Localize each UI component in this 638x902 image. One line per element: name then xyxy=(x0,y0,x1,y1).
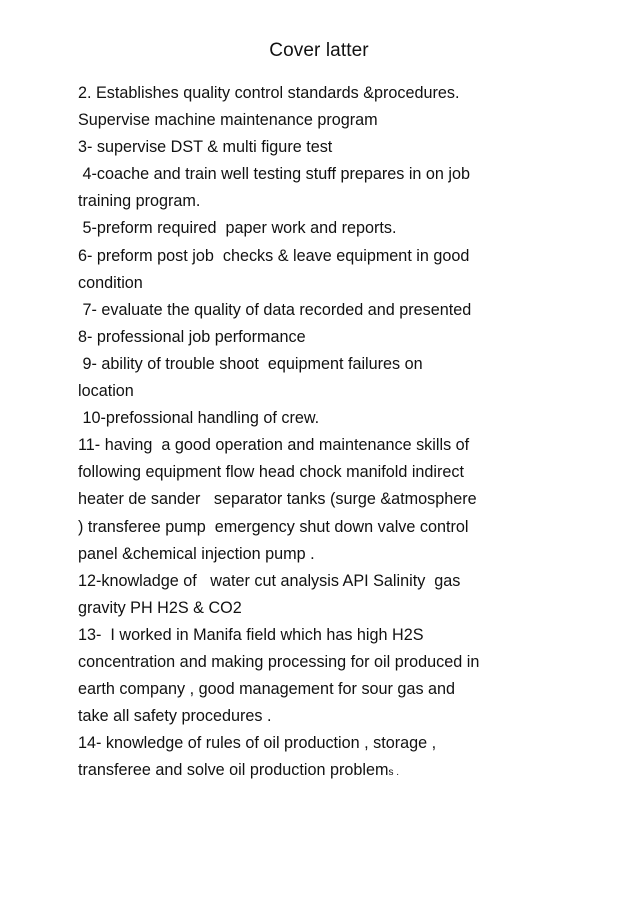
text-line: earth company , good management for sour gas and xyxy=(78,680,456,699)
text-line: 9- ability of trouble shoot equipment failures on xyxy=(78,354,423,373)
text-line: heater de sander separator tanks (surge &atmosphere xyxy=(78,490,477,509)
text-line: 11- having a good operation and maintenance skills of xyxy=(78,436,470,455)
text-line: following equipment flow head chock manifold indirect xyxy=(78,463,465,482)
text-line: panel &chemical injection pump . xyxy=(78,544,315,563)
text-line: take all safety procedures . xyxy=(78,707,272,726)
text-line: training program. xyxy=(78,192,201,211)
text-line: 2. Establishes quality control standards &procedures. xyxy=(78,84,460,102)
text-line: 8- professional job performance xyxy=(78,327,306,346)
text-line: 6- preform post job checks & leave equipment in good xyxy=(78,246,470,265)
text-line: 5-preform required paper work and reports. xyxy=(78,219,397,238)
text-line: location xyxy=(78,382,134,401)
text-line: 12-knowladge of water cut analysis API Salinity gas xyxy=(78,571,461,590)
text-line: gravity PH H2S & CO2 xyxy=(78,598,242,617)
text-line: Supervise machine maintenance program xyxy=(78,111,378,130)
text-line: 13- I worked in Manifa field which has high H2S xyxy=(78,625,424,644)
text-line: ) transferee pump emergency shut down valve control xyxy=(78,517,469,536)
text-line: 10-prefossional handling of crew. xyxy=(78,409,320,428)
text-line: 3- supervise DST & multi figure test xyxy=(78,138,333,157)
last-text-line xyxy=(78,757,578,786)
last-line-main: transferee and solve oil production problem xyxy=(78,761,389,780)
text-line: 4-coache and train well testing stuff prepares in on job xyxy=(78,165,471,184)
document-body xyxy=(78,80,578,786)
last-line-tail: s . xyxy=(388,767,400,779)
page-title: Cover latter xyxy=(269,40,369,61)
text-line: concentration and making processing for oil produced in xyxy=(78,652,480,671)
text-line: 7- evaluate the quality of data recorded and presented xyxy=(78,300,472,319)
text-line: condition xyxy=(78,273,143,292)
text-line: 14- knowledge of rules of oil production , storage , xyxy=(78,734,437,753)
